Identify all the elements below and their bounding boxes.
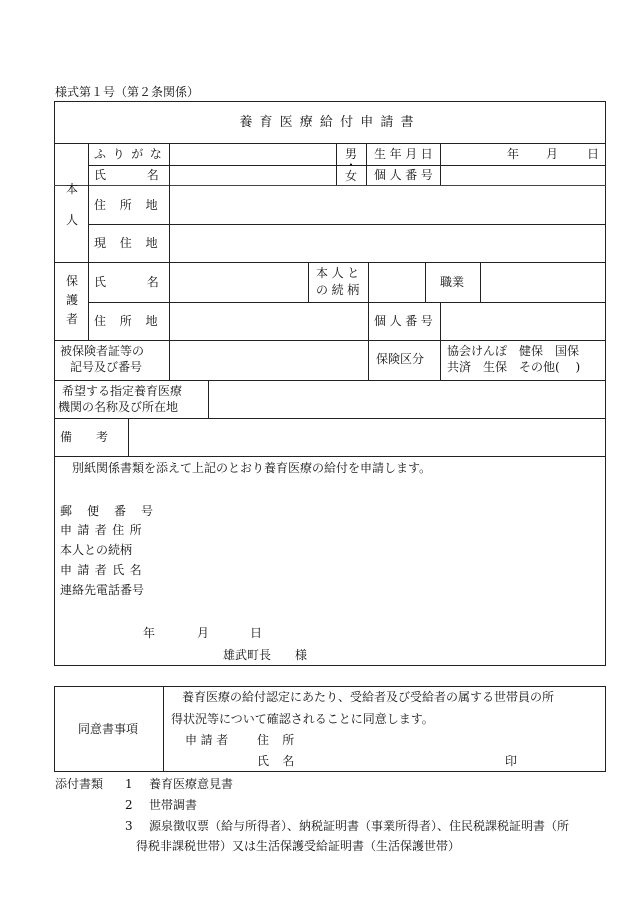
consent-applicant-label: 申請者 [185, 733, 232, 747]
birth-year-unit: 年 [507, 147, 520, 161]
subject-address-label: 住所地 [94, 198, 172, 212]
insurance-options-line-2: 共済 生保 その他( ) [447, 360, 581, 374]
rule [54, 380, 606, 381]
subject-section-label: 人 [66, 213, 79, 227]
rule [54, 262, 606, 263]
rule [440, 302, 441, 380]
sex-separator: ・ [345, 158, 358, 172]
rule [425, 262, 426, 302]
rule [54, 456, 606, 457]
attachment-item: 源泉徴収票（給与所得者）、納税証明書（事業所得者）、住民税課税証明書（所 [149, 819, 570, 833]
subject-personal-number-label: 個人番号 [374, 168, 437, 182]
attachment-number: 1 [125, 777, 133, 791]
applicant-address-label: 申請者住所 [60, 523, 148, 537]
insurance-cert-label: 被保険者証等の [60, 344, 145, 358]
rule [88, 224, 606, 225]
attachments-label: 添付書類 [55, 777, 104, 791]
rule [54, 143, 606, 144]
applicant-relation-label: 本人との続柄 [60, 543, 133, 557]
consent-address-label: 住所 [257, 733, 308, 747]
subject-name-label: 氏名 [94, 168, 200, 182]
insurance-category-label: 保険区分 [376, 352, 425, 366]
seal-mark: 印 [505, 754, 518, 768]
guardian-name-label: 氏名 [94, 275, 200, 289]
sex-male-option[interactable]: 男 [345, 147, 358, 161]
guardian-section-label: 保 [66, 274, 79, 288]
sex-female-option[interactable]: 女 [345, 169, 358, 183]
rule [163, 686, 164, 772]
insurance-options-line-1: 協会けんぽ 健保 国保 [447, 344, 580, 358]
application-statement: 別紙関係書類を添えて上記のとおり養育医療の給付を申請します。 [72, 461, 432, 475]
rule [54, 185, 606, 186]
rule [88, 262, 89, 340]
insurance-cert-label: 記号及び番号 [70, 360, 143, 374]
subject-current-address-label: 現住地 [94, 236, 172, 250]
guardian-personal-number-label: 個人番号 [374, 314, 437, 328]
consent-text-line-2: 得状況等について確認されることに同意します。 [171, 712, 434, 726]
rule [208, 380, 209, 418]
rule [54, 418, 606, 419]
rule [88, 302, 606, 303]
application-date-year: 年 [143, 626, 156, 640]
remarks-label: 備 考 [60, 430, 109, 444]
form-number-label: 様式第１号（第２条関係） [55, 85, 200, 99]
form-title: 養育医療給付申請書 [239, 115, 421, 130]
consent-label: 同意書事項 [78, 722, 139, 736]
rule [169, 340, 170, 380]
rule [440, 143, 441, 185]
guardian-relation-label: 本人と [316, 266, 363, 280]
guardian-address-label: 住所地 [94, 314, 172, 328]
attachment-number: 3 [125, 819, 133, 833]
guardian-relation-label: の続柄 [316, 283, 363, 297]
rule [336, 143, 337, 185]
furigana-label: ふりがな [94, 147, 169, 161]
consent-name-label: 氏名 [257, 754, 308, 768]
postal-code-label: 郵便番号 [60, 504, 169, 518]
consent-text-line-1: 養育医療の給付認定にあたり、受給者及び受給者の属する世帯員の所 [182, 690, 555, 704]
contact-phone-label: 連絡先電話番号 [60, 583, 145, 597]
application-date-month: 月 [197, 626, 210, 640]
attachment-item: 世帯調書 [149, 798, 198, 812]
rule [368, 262, 369, 380]
rule [54, 340, 606, 341]
rule [88, 143, 89, 262]
rule [366, 143, 367, 185]
attachment-number: 2 [125, 798, 133, 812]
occupation-label: 職業 [440, 275, 465, 289]
rule [128, 418, 129, 456]
attachment-item: 養育医療意見書 [149, 777, 234, 791]
guardian-section-label: 者 [66, 312, 79, 326]
application-date-day: 日 [250, 626, 263, 640]
rule [308, 262, 309, 302]
attachment-item-continued: 得税非課税世帯）又は生活保護受給証明書（生活保護世帯） [136, 839, 461, 853]
birth-month-unit: 月 [546, 147, 559, 161]
institution-label: 希望する指定養育医療 [62, 384, 183, 398]
institution-label: 機関の名称及び所在地 [58, 400, 179, 414]
rule [480, 262, 481, 302]
birth-day-unit: 日 [587, 147, 600, 161]
addressee: 雄武町長 様 [223, 648, 308, 662]
birthdate-label: 生年月日 [374, 147, 437, 161]
applicant-name-label: 申請者氏名 [60, 563, 148, 577]
guardian-section-label: 護 [66, 293, 79, 307]
subject-section-label: 本 [66, 182, 79, 196]
